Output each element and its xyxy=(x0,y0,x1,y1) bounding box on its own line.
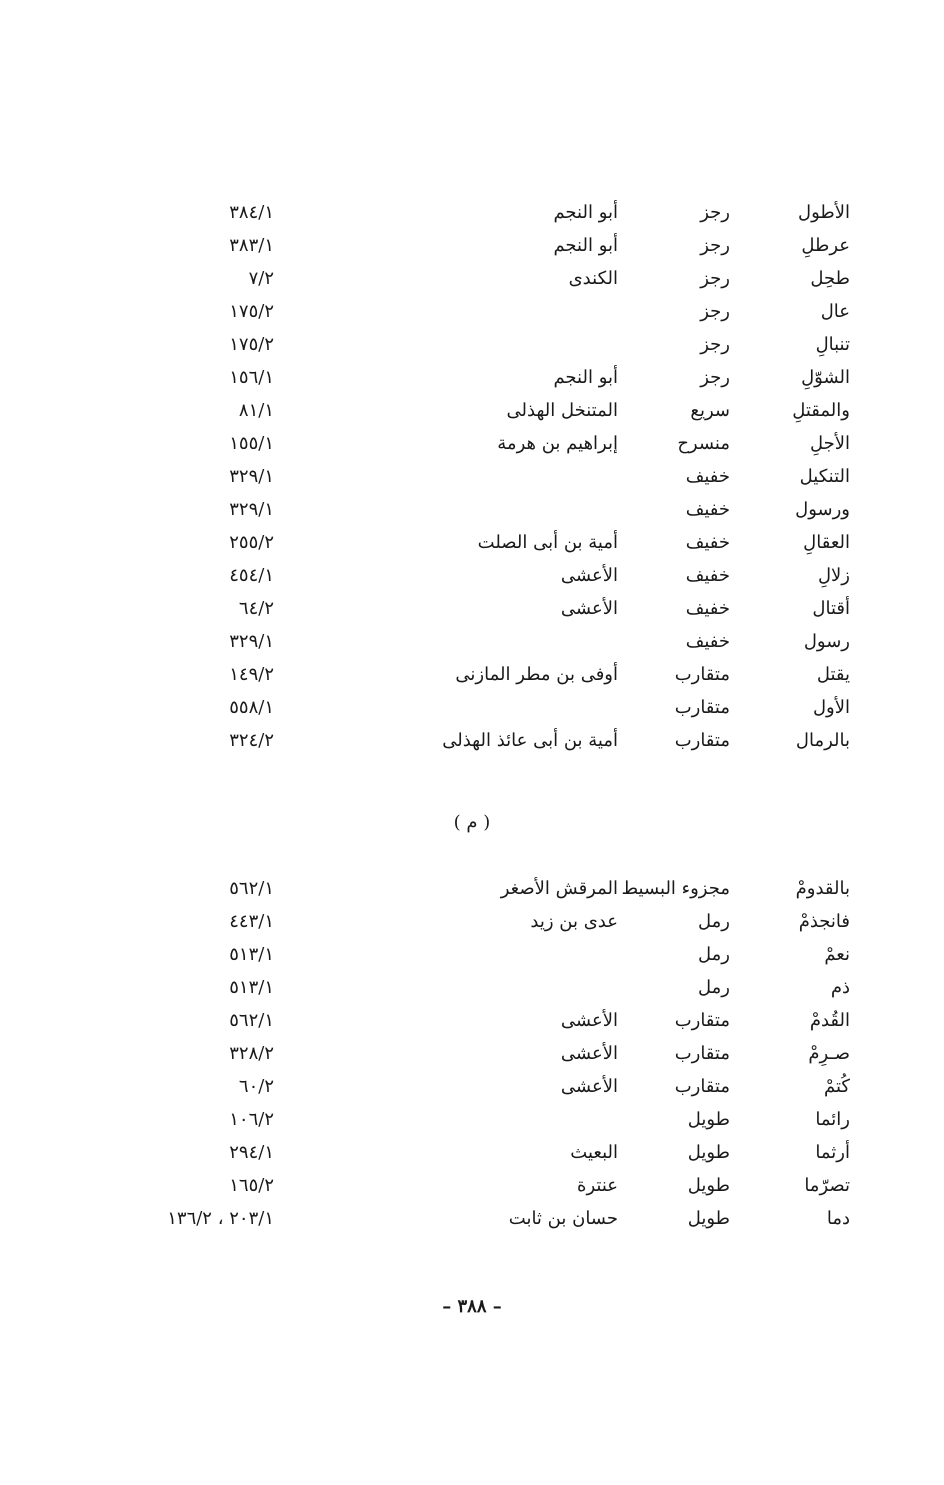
rhyme-word: بالقدومْ xyxy=(795,878,850,899)
index-row xyxy=(0,1004,944,1037)
meter-name: متقارب xyxy=(674,1076,730,1097)
volume-page-ref: ٣٢٩/١ xyxy=(229,466,274,487)
rhyme-word: زلالِ xyxy=(817,565,850,586)
poet-name: أبو النجم xyxy=(553,202,618,223)
meter-name: متقارب xyxy=(674,1043,730,1064)
rhyme-word: الأجلِ xyxy=(809,433,850,454)
index-row xyxy=(0,1169,944,1202)
meter-name: متقارب xyxy=(674,697,730,718)
rhyme-word: رائما xyxy=(815,1109,850,1130)
index-row xyxy=(0,394,944,427)
volume-page-ref: ١٦٥/٢ xyxy=(229,1175,274,1196)
rhyme-word: والمقتلِ xyxy=(792,400,850,421)
page-number: – ٣٨٨ – xyxy=(442,1296,502,1317)
meter-name: رجز xyxy=(700,334,730,355)
index-row xyxy=(0,658,944,691)
index-row xyxy=(0,328,944,361)
poet-name: عدى بن زيد xyxy=(530,911,618,932)
index-row xyxy=(0,427,944,460)
index-row xyxy=(0,262,944,295)
index-row xyxy=(0,724,944,757)
rhyme-word: رسول xyxy=(803,631,850,652)
volume-page-ref: ٨١/١ xyxy=(238,400,274,421)
meter-name: رجز xyxy=(700,202,730,223)
volume-page-ref: ٦٠/٢ xyxy=(238,1076,274,1097)
index-row xyxy=(0,691,944,724)
volume-page-ref: ١٥٥/١ xyxy=(229,433,274,454)
poet-name: المرقش الأصغر xyxy=(500,878,618,899)
volume-page-ref: ٥٦٢/١ xyxy=(229,1010,274,1031)
index-row xyxy=(0,938,944,971)
index-row xyxy=(0,1103,944,1136)
meter-name: طويل xyxy=(687,1175,730,1196)
meter-name: مجزوء البسيط xyxy=(621,878,730,899)
volume-page-ref: ١٠٦/٢ xyxy=(229,1109,274,1130)
index-row xyxy=(0,295,944,328)
meter-name: رمل xyxy=(698,911,730,932)
meter-name: رجز xyxy=(700,301,730,322)
index-row xyxy=(0,526,944,559)
volume-page-ref: ٥٦٢/١ xyxy=(229,878,274,899)
index-row xyxy=(0,196,944,229)
meter-name: خفيف xyxy=(685,532,730,553)
index-row xyxy=(0,1202,944,1235)
volume-page-ref: ٦٤/٢ xyxy=(238,598,274,619)
meter-name: طويل xyxy=(687,1142,730,1163)
meter-name: رجز xyxy=(700,235,730,256)
rhyme-word: أرثما xyxy=(815,1142,850,1163)
poet-name: أوفى بن مطر المازنى xyxy=(455,664,618,685)
index-row xyxy=(0,625,944,658)
rhyme-word: عرطلِ xyxy=(801,235,850,256)
index-row xyxy=(0,1136,944,1169)
poet-name: أبو النجم xyxy=(553,367,618,388)
meter-name: خفيف xyxy=(685,466,730,487)
volume-page-ref: ٥١٣/١ xyxy=(229,944,274,965)
poet-name: إبراهيم بن هرمة xyxy=(497,433,618,454)
poet-name: المتنخل الهذلى xyxy=(506,400,618,421)
rhyme-word: بالرمال xyxy=(795,730,850,751)
rhyme-word: دما xyxy=(826,1208,850,1229)
volume-page-ref: ٣٢٩/١ xyxy=(229,631,274,652)
volume-page-ref: ٣٨٤/١ xyxy=(229,202,274,223)
volume-page-ref: ٢٠٣/١ ، ١٣٦/٢ xyxy=(167,1208,274,1229)
meter-name: خفيف xyxy=(685,631,730,652)
meter-name: سريع xyxy=(690,400,730,421)
meter-name: خفيف xyxy=(685,565,730,586)
rhyme-word: طحِل xyxy=(810,268,850,289)
rhyme-word: عال xyxy=(820,301,850,322)
poet-name: أمية بن أبى عائذ الهذلى xyxy=(442,730,618,751)
rhyme-word: الأول xyxy=(812,697,850,718)
poet-name: الأعشى xyxy=(560,1043,618,1064)
rhyme-word: الشوّلِ xyxy=(801,367,850,388)
index-row xyxy=(0,1070,944,1103)
rhyme-word: العقالِ xyxy=(803,532,850,553)
meter-name: طويل xyxy=(687,1109,730,1130)
index-row xyxy=(0,493,944,526)
section-heading-mim: ( م ) xyxy=(453,812,491,833)
index-row xyxy=(0,229,944,262)
volume-page-ref: ٤٤٣/١ xyxy=(229,911,274,932)
rhyme-word: نعمْ xyxy=(824,944,850,965)
meter-name: رمل xyxy=(698,977,730,998)
meter-name: رجز xyxy=(700,268,730,289)
volume-page-ref: ٣٨٣/١ xyxy=(229,235,274,256)
poet-name: أبو النجم xyxy=(553,235,618,256)
meter-name: طويل xyxy=(687,1208,730,1229)
volume-page-ref: ١٤٩/٢ xyxy=(229,664,274,685)
volume-page-ref: ٧/٢ xyxy=(248,268,274,289)
index-row xyxy=(0,592,944,625)
rhyme-word: التنكيل xyxy=(799,466,850,487)
index-row xyxy=(0,559,944,592)
meter-name: خفيف xyxy=(685,598,730,619)
rhyme-word: ورسول xyxy=(795,499,850,520)
rhyme-word: يقتل xyxy=(816,664,850,685)
volume-page-ref: ٣٢٨/٢ xyxy=(229,1043,274,1064)
meter-name: خفيف xyxy=(685,499,730,520)
volume-page-ref: ٥٥٨/١ xyxy=(229,697,274,718)
volume-page-ref: ٣٢٤/٢ xyxy=(229,730,274,751)
rhyme-word: فانجذمْ xyxy=(798,911,850,932)
rhyme-word: تنبالِ xyxy=(815,334,850,355)
volume-page-ref: ٣٢٩/١ xyxy=(229,499,274,520)
index-row xyxy=(0,460,944,493)
poet-name: حسان بن ثابت xyxy=(508,1208,618,1229)
rhyme-word: أقتال xyxy=(812,598,850,619)
rhyme-word: الأطول xyxy=(798,202,850,223)
rhyme-word: القُدمْ xyxy=(809,1010,850,1031)
poet-name: عنترة xyxy=(577,1175,618,1196)
poet-name: أمية بن أبى الصلت xyxy=(477,532,618,553)
volume-page-ref: ٢٩٤/١ xyxy=(229,1142,274,1163)
index-row xyxy=(0,971,944,1004)
rhyme-word: صـرِمْ xyxy=(808,1043,850,1064)
volume-page-ref: ٤٥٤/١ xyxy=(229,565,274,586)
poet-name: الكندى xyxy=(568,268,618,289)
meter-name: متقارب xyxy=(674,664,730,685)
poet-name: الأعشى xyxy=(560,1010,618,1031)
index-row xyxy=(0,361,944,394)
meter-name: منسرح xyxy=(677,433,730,454)
volume-page-ref: ٥١٣/١ xyxy=(229,977,274,998)
index-row xyxy=(0,1037,944,1070)
rhyme-word: تصرّما xyxy=(804,1175,850,1196)
meter-name: متقارب xyxy=(674,730,730,751)
poet-name: البعيث xyxy=(570,1142,618,1163)
poet-name: الأعشى xyxy=(560,565,618,586)
rhyme-word: ذم xyxy=(830,977,850,998)
volume-page-ref: ١٥٦/١ xyxy=(229,367,274,388)
index-row xyxy=(0,905,944,938)
index-row xyxy=(0,872,944,905)
meter-name: متقارب xyxy=(674,1010,730,1031)
volume-page-ref: ١٧٥/٢ xyxy=(229,334,274,355)
meter-name: رجز xyxy=(700,367,730,388)
rhyme-word: كُتمْ xyxy=(824,1076,850,1097)
poet-name: الأعشى xyxy=(560,1076,618,1097)
poet-name: الأعشى xyxy=(560,598,618,619)
volume-page-ref: ٢٥٥/٢ xyxy=(229,532,274,553)
volume-page-ref: ١٧٥/٢ xyxy=(229,301,274,322)
meter-name: رمل xyxy=(698,944,730,965)
